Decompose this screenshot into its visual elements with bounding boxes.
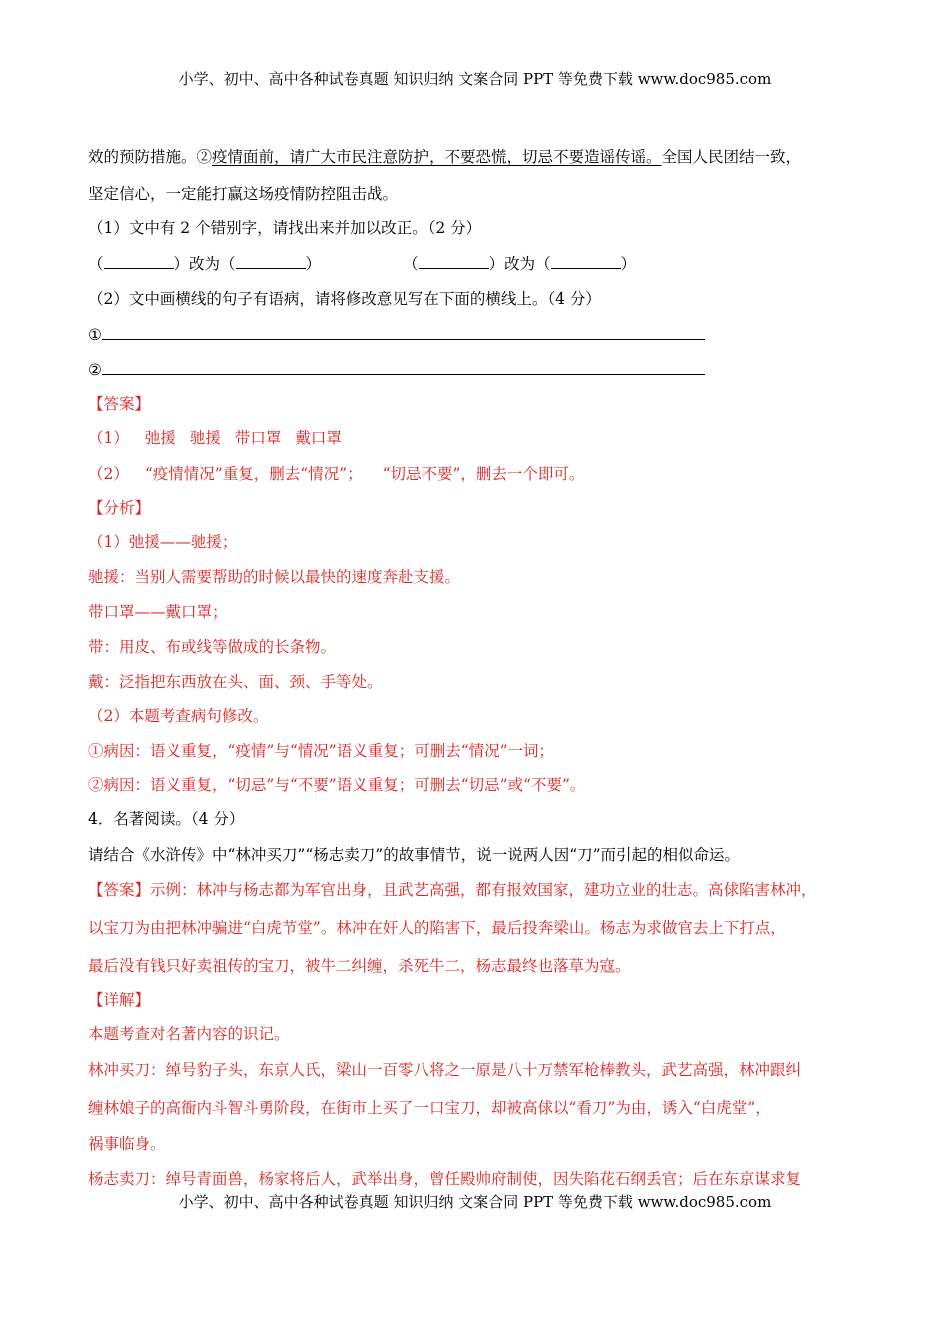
page-header: 小学、初中、高中各种试卷真题 知识归纳 文案合同 PPT 等免费下载 www.doc985.com — [178, 70, 772, 88]
answer-rule[interactable] — [102, 325, 705, 340]
passage-line-2: 坚定信心，一定能打赢这场疫情防控阻击战。 — [88, 185, 399, 203]
passage-text: 效的预防措施。② — [88, 148, 213, 166]
answer-line-1: ① — [88, 325, 705, 345]
detail-line: 林冲买刀：绰号豹子头，东京人氏，梁山一百零八将之一原是八十万禁军枪棒教头，武艺高强，林冲跟纠 — [88, 1061, 802, 1079]
analysis-line: ②病因：语义重复，“切忌”与“不要”语义重复；可删去“切忌”或“不要”。 — [88, 776, 586, 794]
answer-blank[interactable] — [551, 254, 621, 269]
detail-label: 【详解】 — [88, 991, 151, 1009]
answer-blank[interactable] — [104, 254, 174, 269]
question-2-prompt: （2）文中画横线的句子有语病，请将修改意见写在下面的横线上。（4 分） — [88, 290, 601, 308]
detail-line: 祸事临身。 — [88, 1135, 166, 1153]
question-1-prompt: （1）文中有 2 个错别字，请找出来并加以改正。（2 分） — [88, 219, 482, 237]
answer-rule[interactable] — [102, 360, 705, 375]
question-4-title: 4．名著阅读。（4 分） — [88, 810, 245, 828]
passage-line-1 — [88, 147, 801, 167]
analysis-line: 戴：泛指把东西放在头、面、颈、手等处。 — [88, 673, 383, 691]
detail-line: 杨志卖刀：绰号青面兽，杨家将后人，武举出身，曾任殿帅府制使，因失陷花石纲丢官；后在东京谋求复 — [88, 1170, 802, 1188]
passage-text: 全国人民团结一致， — [661, 148, 802, 166]
underlined-sentence: 疫情面前，请广大市民注意防护，不要恐慌，切忌不要造谣传谣。 — [212, 148, 662, 166]
analysis-line: 带：用皮、布或线等做成的长条物。 — [88, 638, 337, 656]
detail-line: 本题考查对名著内容的识记。 — [88, 1025, 290, 1043]
answer-1: （1） 弛援 驰援 带口罩 戴口罩 — [88, 429, 342, 447]
question-4-prompt: 请结合《水浒传》中“林冲买刀”“杨志卖刀”的故事情节，说一说两人因“刀”而引起的相似命运。 — [88, 846, 741, 864]
analysis-label: 【分析】 — [88, 499, 151, 517]
answer-line-2: ② — [88, 360, 705, 380]
answer-4-line-2: 以宝刀为由把林冲骗进“白虎节堂”。林冲在奸人的陷害下，最后投奔梁山。杨志为求做官去上下打点， — [88, 919, 786, 937]
answer-4-line-1: 【答案】示例：林冲与杨志都为军官出身，且武艺高强，都有报效国家，建功立业的壮志。高俅陷害林冲， — [88, 881, 817, 899]
answer-2: （2） “疫情情况”重复，删去“情况”； “切忌不要”，删去一个即可。 — [88, 465, 585, 483]
answer-4-line-3: 最后没有钱只好卖祖传的宝刀，被牛二纠缠，杀死牛二，杨志最终也落草为寇。 — [88, 957, 631, 975]
analysis-line: 带口罩——戴口罩； — [88, 603, 228, 621]
analysis-line: （1）弛援——驰援； — [88, 533, 238, 551]
question-1-blanks: （ ）改为（ ） （ ）改为（ ） — [88, 255, 637, 273]
answer-label: 【答案】 — [88, 395, 151, 413]
answer-label: 【答案】 — [88, 881, 151, 899]
page-footer: 小学、初中、高中各种试卷真题 知识归纳 文案合同 PPT 等免费下载 www.doc985.com — [178, 1193, 772, 1211]
answer-blank[interactable] — [236, 254, 306, 269]
analysis-line: 驰援：当别人需要帮助的时候以最快的速度奔赴支援。 — [88, 568, 461, 586]
answer-blank[interactable] — [419, 254, 489, 269]
detail-line: 缠林娘子的高衙内斗智斗勇阶段，在街市上买了一口宝刀，却被高俅以“看刀”为由，诱入“白虎堂”， — [88, 1099, 771, 1117]
analysis-line: （2）本题考查病句修改。 — [88, 707, 269, 725]
analysis-line: ①病因：语义重复，“疫情”与“情况”语义重复；可删去“情况”一词； — [88, 742, 555, 760]
